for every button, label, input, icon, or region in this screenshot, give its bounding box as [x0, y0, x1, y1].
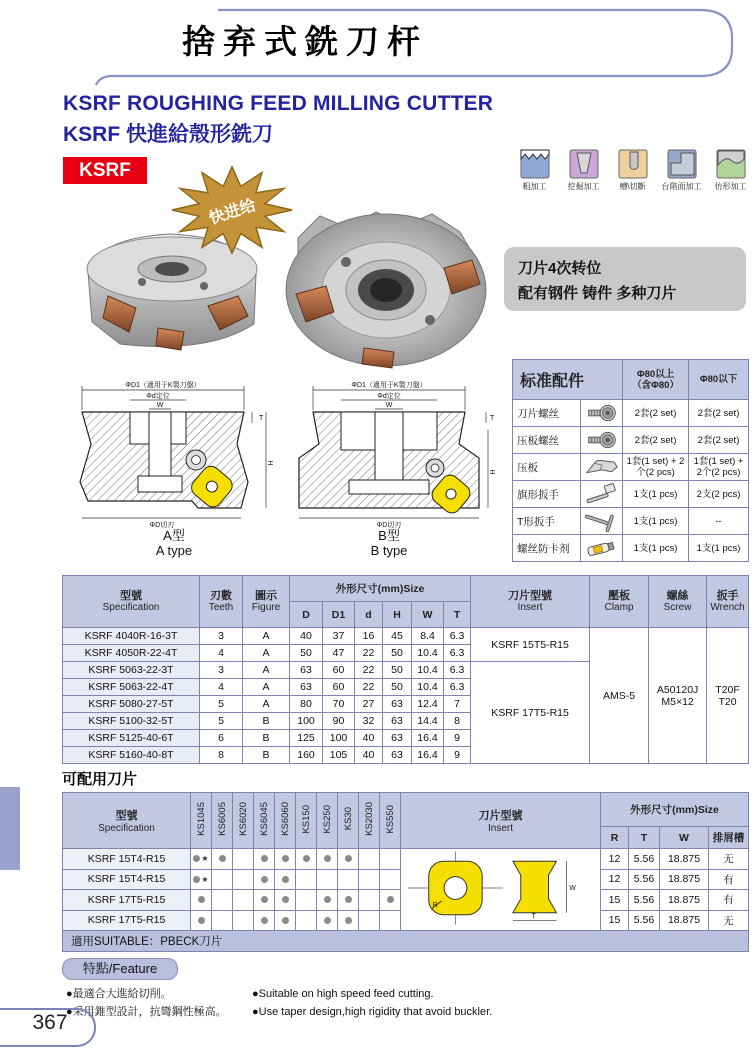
grade-dot-cell	[254, 890, 275, 911]
spec-value-cell: 63	[383, 747, 412, 764]
spec-value-cell: 50	[383, 662, 412, 679]
spec-col-wrench: 扳手 Wrench	[707, 576, 749, 628]
grade-dot	[261, 876, 268, 883]
feature-item-en: ●Use taper design,high rigidity that avoid buckler.	[252, 1006, 493, 1018]
accessories-title: 标准配件	[513, 360, 623, 400]
feature-list-en	[252, 985, 492, 1021]
spec-col-screw: 螺絲 Screw	[649, 576, 707, 628]
insert-size-cell: 5.56	[629, 869, 660, 890]
grade-dot-cell	[275, 910, 296, 931]
spec-model-cell: KSRF 4040R-16-3T	[63, 628, 200, 645]
compatible-inserts-table	[62, 792, 749, 952]
spec-value-cell: A	[243, 645, 290, 662]
machining-step	[657, 149, 706, 192]
grade-star: ★	[201, 854, 209, 864]
heading-english: KSRF ROUGHING FEED MILLING CUTTER	[63, 92, 494, 115]
dim-d1-label: ΦD1（適用于K製刀盤）	[351, 382, 427, 389]
spec-value-cell: 6.3	[444, 628, 471, 645]
feature-badge: 特點/Feature	[62, 958, 178, 980]
svg-text:T: T	[531, 913, 536, 921]
grade-empty-cell	[359, 869, 380, 890]
specification-table	[62, 575, 749, 764]
spec-value-cell: 90	[323, 713, 355, 730]
page-edge-tab	[0, 787, 20, 870]
size-col-d: d	[355, 602, 383, 628]
inserts-size-col: R	[601, 827, 629, 849]
spec-col-clamp: 壓板 Clamp	[590, 576, 649, 628]
dim-w-label: W	[156, 402, 164, 409]
pocket-machining-icon	[559, 149, 608, 179]
grade-dot-cell	[275, 869, 296, 890]
dim-dd-label: ΦD切刃	[376, 522, 402, 528]
insert-size-cell: 5.56	[629, 890, 660, 911]
grade-dot	[345, 917, 352, 924]
spec-value-cell: 40	[355, 747, 383, 764]
grade-empty-cell	[212, 869, 233, 890]
spec-col-size: 外形尺寸(mm)Size	[290, 576, 471, 602]
grade-dot	[282, 917, 289, 924]
screw-icon	[581, 427, 623, 454]
dim-d1-label: ΦD1（適用于K製刀盤）	[125, 382, 201, 389]
spec-value-cell: 5	[200, 696, 243, 713]
grade-col-ks2030: KS2030	[359, 793, 380, 849]
step-machining-icon	[657, 149, 706, 179]
flag-wrench-icon	[581, 481, 623, 508]
wrench-cell: T20F T20	[707, 628, 749, 764]
accessory-qty-over80: 1支(1 pcs)	[623, 481, 689, 508]
insert-size-cell: 有	[709, 869, 749, 890]
spec-value-cell: 6.3	[444, 679, 471, 696]
spec-value-cell: B	[243, 730, 290, 747]
accessories-col-over80: Φ80以上 （含Φ80）	[623, 360, 689, 400]
grade-empty-cell	[317, 869, 338, 890]
spec-value-cell: 9	[444, 730, 471, 747]
insert-size-cell: 无	[709, 910, 749, 931]
spec-value-cell: 50	[383, 645, 412, 662]
spec-value-cell: 3	[200, 662, 243, 679]
grade-dot-cell	[191, 869, 212, 890]
machining-rough-label: 粗加工	[522, 182, 547, 191]
grade-star: ★	[201, 874, 209, 884]
grade-empty-cell	[380, 869, 401, 890]
grade-empty-cell	[359, 890, 380, 911]
page-number: 367	[32, 1011, 68, 1034]
drawing-a-label-cn: A型	[163, 528, 185, 543]
spec-value-cell: 45	[383, 628, 412, 645]
spec-value-cell: 32	[355, 713, 383, 730]
dim-h-label: H	[488, 469, 495, 475]
dim-t-label: T	[490, 415, 495, 422]
grade-dot	[193, 855, 200, 862]
drawing-b-label-cn: B型	[378, 528, 400, 543]
spec-value-cell: 50	[383, 679, 412, 696]
spec-value-cell: 8	[444, 713, 471, 730]
insert-section-title: 可配用刀片	[62, 771, 138, 788]
grade-dot	[324, 855, 331, 862]
insert-spec-cell: KSRF 17T5-R15	[63, 910, 191, 931]
spec-value-cell: 47	[323, 645, 355, 662]
insert-size-cell: 12	[601, 869, 629, 890]
dim-d-small-label: Φd定位	[146, 393, 170, 400]
spec-value-cell: A	[243, 679, 290, 696]
grade-dot	[282, 855, 289, 862]
insert-spec-cell: KSRF 15T4-R15	[63, 849, 191, 870]
accessory-name: 刀片螺丝	[513, 400, 581, 427]
inserts-col-size: 外形尺寸(mm)Size	[601, 793, 749, 827]
spec-value-cell: 5	[200, 713, 243, 730]
dim-d-small-label: Φd定位	[377, 393, 401, 400]
grade-dot	[198, 896, 205, 903]
spec-value-cell: 16.4	[412, 747, 444, 764]
grade-dot	[345, 855, 352, 862]
clamp-cell: AMS-5	[590, 628, 649, 764]
spec-col-insert: 刀片型號 Insert	[471, 576, 590, 628]
insert-size-cell: 18.875	[660, 890, 709, 911]
spec-value-cell: 10.4	[412, 679, 444, 696]
accessory-name: T形扳手	[513, 508, 581, 535]
grade-dot	[193, 876, 200, 883]
rough-machining-icon	[510, 149, 559, 179]
grade-empty-cell	[338, 869, 359, 890]
inserts-size-col: W	[660, 827, 709, 849]
dim-t-label: T	[259, 415, 264, 422]
series-badge: KSRF	[63, 157, 147, 184]
spec-value-cell: 60	[323, 662, 355, 679]
spec-value-cell: 16.4	[412, 730, 444, 747]
grade-col-ks6005: KS6005	[212, 793, 233, 849]
spec-model-cell: KSRF 4050R-22-4T	[63, 645, 200, 662]
grade-dot	[261, 917, 268, 924]
spec-col-teeth: 刃數 Teeth	[200, 576, 243, 628]
insert-size-cell: 15	[601, 910, 629, 931]
spec-value-cell: 63	[290, 679, 323, 696]
spec-value-cell: A	[243, 696, 290, 713]
spec-value-cell: 105	[323, 747, 355, 764]
grade-dot-cell	[254, 869, 275, 890]
insert-size-cell: 5.56	[629, 849, 660, 870]
insert-model-cell: KSRF 15T5-R15	[471, 628, 590, 662]
spec-value-cell: 12.4	[412, 696, 444, 713]
svg-text:W: W	[568, 884, 576, 892]
inserts-size-col: T	[629, 827, 660, 849]
grade-empty-cell	[359, 910, 380, 931]
accessory-row	[513, 508, 749, 535]
insert-size-cell: 15	[601, 890, 629, 911]
grade-dot	[219, 855, 226, 862]
spec-value-cell: 160	[290, 747, 323, 764]
insert-model-cell: KSRF 17T5-R15	[471, 662, 590, 764]
grade-empty-cell	[212, 910, 233, 931]
machining-profile-label: 仿形加工	[714, 182, 747, 191]
accessory-qty-over80: 1套(1 set) + 2个(2 pcs)	[623, 454, 689, 481]
inserts-header-row1	[63, 793, 749, 827]
grade-dot	[345, 896, 352, 903]
grade-empty-cell	[380, 849, 401, 870]
size-col-H: H	[383, 602, 412, 628]
machining-pocket-label: 挖掘加工	[567, 182, 600, 191]
accessory-qty-under80: 2套(2 set)	[689, 427, 749, 454]
accessory-row	[513, 400, 749, 427]
inserts-suitable-note: 適用SUITABLE：PBECK刀片	[63, 931, 749, 952]
spec-value-cell: 3	[200, 628, 243, 645]
grade-dot-cell	[254, 849, 275, 870]
accessories-col-under80: Φ80以下	[689, 360, 749, 400]
grade-col-ks150: KS150	[296, 793, 317, 849]
drawing-a-label-en: A type	[155, 543, 193, 558]
inserts-size-col: 排屑槽	[709, 827, 749, 849]
grade-dot-cell	[191, 910, 212, 931]
insert-size-cell: 18.875	[660, 869, 709, 890]
grade-dot-cell	[275, 890, 296, 911]
spec-value-cell: 40	[355, 730, 383, 747]
promo-starburst-label: 快进给	[207, 196, 259, 228]
t-wrench-icon	[581, 508, 623, 535]
grade-dot	[198, 917, 205, 924]
dim-dd-label: ΦD切刃	[149, 522, 175, 528]
accessory-qty-over80: 1支(1 pcs)	[623, 535, 689, 562]
accessories-table	[512, 359, 749, 562]
grade-dot	[261, 855, 268, 862]
clamp-icon	[581, 454, 623, 481]
insert-size-cell: 5.56	[629, 910, 660, 931]
inserts-col-insert: 刀片型號 Insert	[401, 793, 601, 849]
accessory-qty-under80: 2套(2 set)	[689, 400, 749, 427]
grade-dot-cell	[317, 910, 338, 931]
accessory-name: 螺丝防卡剂	[513, 535, 581, 562]
spec-value-cell: 22	[355, 662, 383, 679]
spec-value-cell: 6.3	[444, 662, 471, 679]
feature-item-en: ●Suitable on high speed feed cutting.	[252, 988, 434, 1000]
dim-h-label: H	[266, 460, 273, 466]
spec-value-cell: 10.4	[412, 645, 444, 662]
accessory-qty-over80: 1支(1 pcs)	[623, 508, 689, 535]
insert-size-cell: 18.875	[660, 910, 709, 931]
accessory-qty-under80: --	[689, 508, 749, 535]
spec-model-cell: KSRF 5080-27-5T	[63, 696, 200, 713]
screw-cell: A50120J M5×12	[649, 628, 707, 764]
screw-icon	[581, 400, 623, 427]
profile-machining-icon	[706, 149, 755, 179]
spec-col-figure: 圖示 Figure	[243, 576, 290, 628]
grade-dot-cell	[191, 849, 212, 870]
accessory-qty-under80: 1支(1 pcs)	[689, 535, 749, 562]
spec-value-cell: 50	[290, 645, 323, 662]
size-col-T: T	[444, 602, 471, 628]
grade-empty-cell	[233, 849, 254, 870]
accessory-row	[513, 481, 749, 508]
grade-dot-cell	[296, 849, 317, 870]
grade-empty-cell	[233, 890, 254, 911]
insert-spec-cell: KSRF 17T5-R15	[63, 890, 191, 911]
grade-col-ks550: KS550	[380, 793, 401, 849]
spec-value-cell: 7	[444, 696, 471, 713]
grade-empty-cell	[359, 849, 380, 870]
svg-text:R: R	[432, 901, 438, 909]
insert-size-cell: 有	[709, 890, 749, 911]
grade-empty-cell	[296, 890, 317, 911]
grade-dot	[324, 917, 331, 924]
drawing-a-type	[68, 360, 280, 558]
grade-dot	[282, 896, 289, 903]
callout-line1: 刀片4次转位	[518, 260, 602, 277]
spec-value-cell: 10.4	[412, 662, 444, 679]
grade-col-ks250: KS250	[317, 793, 338, 849]
spec-value-cell: 16	[355, 628, 383, 645]
insert-size-cell: 18.875	[660, 849, 709, 870]
spec-model-cell: KSRF 5125-40-6T	[63, 730, 200, 747]
spec-value-cell: 63	[383, 730, 412, 747]
insert-spec-cell: KSRF 15T4-R15	[63, 869, 191, 890]
grade-dot	[303, 855, 310, 862]
grade-col-ks6020: KS6020	[233, 793, 254, 849]
insert-callout	[504, 247, 746, 311]
machining-slot	[608, 149, 657, 192]
spec-value-cell: 27	[355, 696, 383, 713]
tube-icon	[581, 535, 623, 562]
spec-value-cell: 100	[323, 730, 355, 747]
drawing-b-label-en: B type	[370, 543, 408, 558]
machining-icons	[510, 149, 755, 192]
spec-value-cell: 22	[355, 645, 383, 662]
grade-col-ks1045: KS1045	[191, 793, 212, 849]
machining-slot-label: 槽\切斷	[619, 182, 646, 191]
grade-empty-cell	[233, 869, 254, 890]
spec-value-cell: 9	[444, 747, 471, 764]
page-title: 捨弃式銑刀杆	[182, 23, 428, 60]
grade-empty-cell	[380, 910, 401, 931]
spec-model-cell: KSRF 5063-22-4T	[63, 679, 200, 696]
grade-dot	[261, 896, 268, 903]
insert-row	[63, 849, 749, 870]
spec-value-cell: 40	[290, 628, 323, 645]
spec-row	[63, 628, 749, 645]
spec-col-specification: 型號 Specification	[63, 576, 200, 628]
accessory-row	[513, 454, 749, 481]
inserts-footer-row	[63, 931, 749, 952]
spec-value-cell: 8.4	[412, 628, 444, 645]
spec-model-cell: KSRF 5100-32-5T	[63, 713, 200, 730]
spec-value-cell: 4	[200, 645, 243, 662]
machining-step-label: 台階面加工	[661, 182, 702, 191]
grade-dot-cell	[275, 849, 296, 870]
spec-value-cell: B	[243, 713, 290, 730]
spec-value-cell: 70	[323, 696, 355, 713]
heading-chinese: KSRF 快進給殼形銑刀	[63, 123, 273, 146]
slot-machining-icon	[608, 149, 657, 179]
grade-col-ks6060: KS6060	[275, 793, 296, 849]
size-col-D: D	[290, 602, 323, 628]
spec-value-cell: 100	[290, 713, 323, 730]
grade-dot	[282, 876, 289, 883]
spec-value-cell: 22	[355, 679, 383, 696]
spec-value-cell: A	[243, 662, 290, 679]
inserts-tbody	[63, 849, 749, 952]
grade-dot-cell	[338, 910, 359, 931]
spec-value-cell: 6.3	[444, 645, 471, 662]
accessory-qty-over80: 2套(2 set)	[623, 400, 689, 427]
spec-value-cell: 125	[290, 730, 323, 747]
size-col-W: W	[412, 602, 444, 628]
grade-col-ks30: KS30	[338, 793, 359, 849]
grade-empty-cell	[233, 910, 254, 931]
promo-starburst	[166, 163, 298, 257]
spec-value-cell: 63	[383, 696, 412, 713]
grade-dot-cell	[317, 849, 338, 870]
insert-shape-drawing	[401, 849, 601, 931]
grade-dot	[324, 896, 331, 903]
grade-col-ks6045: KS6045	[254, 793, 275, 849]
product-photo-right	[268, 198, 503, 370]
spec-value-cell: 14.4	[412, 713, 444, 730]
spec-value-cell: 80	[290, 696, 323, 713]
accessory-qty-under80: 2支(2 pcs)	[689, 481, 749, 508]
grade-dot-cell	[191, 890, 212, 911]
size-col-D1: D1	[323, 602, 355, 628]
inserts-col-specification: 型號 Specification	[63, 793, 191, 849]
spec-value-cell: 4	[200, 679, 243, 696]
spec-model-cell: KSRF 5063-22-3T	[63, 662, 200, 679]
insert-size-cell: 12	[601, 849, 629, 870]
spec-tbody	[63, 628, 749, 764]
grade-empty-cell	[296, 910, 317, 931]
spec-value-cell: A	[243, 628, 290, 645]
spec-value-cell: B	[243, 747, 290, 764]
spec-model-cell: KSRF 5160-40-8T	[63, 747, 200, 764]
accessories-tbody	[513, 400, 749, 562]
feature-item-cn: ●最適合大進給切削。	[66, 988, 172, 1000]
accessory-row	[513, 427, 749, 454]
callout-line2: 配有钢件 铸件 多种刀片	[518, 285, 677, 302]
spec-value-cell: 37	[323, 628, 355, 645]
accessory-name: 旗形扳手	[513, 481, 581, 508]
machining-profile	[706, 149, 755, 192]
machining-pocket	[559, 149, 608, 192]
grade-dot-cell	[317, 890, 338, 911]
spec-value-cell: 63	[290, 662, 323, 679]
grade-dot-cell	[212, 849, 233, 870]
grade-dot	[387, 896, 394, 903]
insert-size-cell: 无	[709, 849, 749, 870]
spec-value-cell: 6	[200, 730, 243, 747]
spec-value-cell: 60	[323, 679, 355, 696]
grade-empty-cell	[296, 869, 317, 890]
drawing-b-type	[283, 360, 495, 558]
dim-w-label: W	[385, 402, 393, 409]
grade-dot-cell	[338, 890, 359, 911]
accessory-name: 压板	[513, 454, 581, 481]
grade-empty-cell	[212, 890, 233, 911]
feature-item-cn: ●采用錐型設計，抗彎鋼性極高。	[66, 1006, 227, 1018]
accessory-row	[513, 535, 749, 562]
accessory-qty-over80: 2套(2 set)	[623, 427, 689, 454]
machining-rough	[510, 149, 559, 192]
grade-dot-cell	[254, 910, 275, 931]
accessory-name: 压板螺丝	[513, 427, 581, 454]
grade-dot-cell	[380, 890, 401, 911]
spec-value-cell: 8	[200, 747, 243, 764]
accessory-qty-under80: 1套(1 set) + 2个(2 pcs)	[689, 454, 749, 481]
grade-dot-cell	[338, 849, 359, 870]
spec-value-cell: 63	[383, 713, 412, 730]
